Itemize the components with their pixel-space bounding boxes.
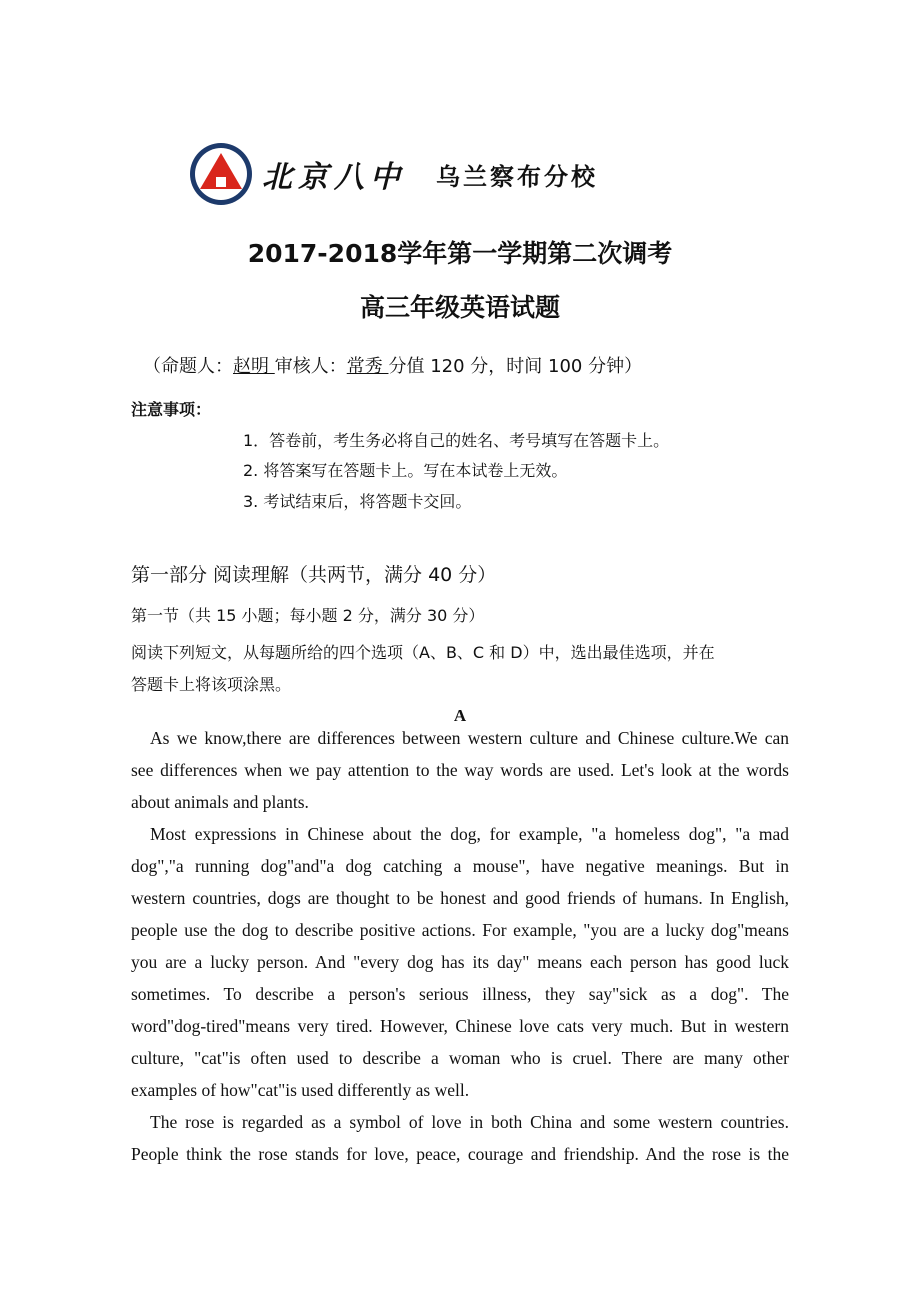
school-seal-icon [190,143,252,205]
passage-line: sometimes. To describe a person's serious illness, they say"sick as a dog". The [131,984,789,1004]
info-prefix: （命题人： [143,356,233,377]
notice-heading: 注意事项： [131,400,212,419]
passage-line: western countries, dogs are thought to be honest and good friends of humans. In English, [131,888,789,908]
notice-item: 2. 将答案写在答题卡上。写在本试卷上无效。 [243,461,568,480]
reviewer-name: 常秀 [346,356,389,377]
exam-title: 2017-2018学年第一学期第二次调考 [247,239,673,268]
campus-name: 乌兰察布分校 [436,162,598,191]
exam-info [143,352,642,378]
passage-line: culture, "cat"is often used to describe a woman who is cruel. There are many other [131,1048,789,1068]
instructions-line: 阅读下列短文，从每题所给的四个选项（A、B、C 和 D）中，选出最佳选项，并在 [131,643,715,662]
part-heading: 第一部分 阅读理解（共两节，满分 40 分） [131,564,497,586]
passage-line: dog","a running dog"and"a dog catching a mouse", have negative meanings. But in [131,856,789,876]
passage-line: The rose is regarded as a symbol of love in both China and some western countries. [150,1112,789,1132]
passage-line: you are a lucky person. And "every dog has its day" means each person has good luck [131,952,789,972]
notice-item: 3. 考试结束后，将答题卡交回。 [243,492,472,511]
notice-item: 1．答卷前，考生务必将自己的姓名、考号填写在答题卡上。 [243,431,670,450]
instructions-line: 答题卡上将该项涂黑。 [131,675,292,694]
passage-line: people use the dog to describe positive actions. For example, "you are a lucky dog"means [131,920,789,940]
passage-label: A [453,706,467,725]
passage-line: see differences when we pay attention to the way words are used. Let's look at the words [131,760,789,780]
passage-line: examples of how"cat"is used differently as well. [131,1080,470,1100]
reviewer-label: 审核人： [274,356,347,377]
passage-line: about animals and plants. [131,792,309,812]
school-name: 北京八中 [262,160,406,195]
passage-line: Most expressions in Chinese about the dog, for example, "a homeless dog", "a mad [150,824,789,844]
section-heading: 第一节（共 15 小题；每小题 2 分，满分 30 分） [131,606,485,625]
exam-subtitle: 高三年级英语试题 [359,293,560,322]
passage-line: word"dog-tired"means very tired. However, Chinese love cats very much. But in western [131,1016,789,1036]
author-name: 赵明 [233,356,275,377]
passage-line: As we know,there are differences between western culture and Chinese culture.We can [150,728,789,748]
school-header [190,143,598,205]
passage-line: People think the rose stands for love, peace, courage and friendship. And the rose is the [131,1144,789,1164]
score-time: 分值 120 分，时间 100 分钟） [388,356,643,377]
